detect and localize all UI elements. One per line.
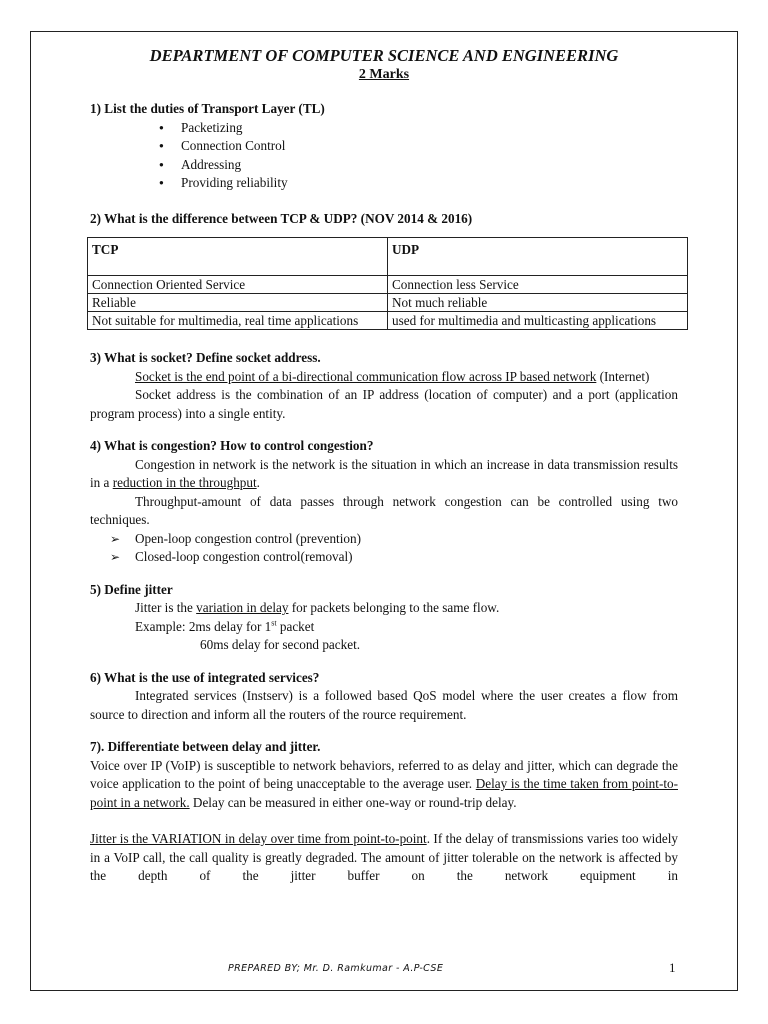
duties-list (90, 119, 678, 193)
table-row (88, 312, 688, 330)
table-header-tcp: TCP (88, 238, 388, 276)
table-cell: Connection less Service (388, 276, 688, 294)
throughput-paragraph: Throughput-amount of data passes through network congestion can be controlled using two techniques. (90, 493, 678, 527)
tcp-udp-table (87, 237, 688, 330)
socket-definition (90, 368, 678, 387)
text: Example: 2ms delay for 1 (135, 618, 272, 634)
list-item: ● Providing reliability (90, 174, 678, 193)
table-header-udp: UDP (388, 238, 688, 276)
question-1: 1) List the duties of Transport Layer (TL) (90, 101, 325, 116)
congestion-definition (90, 456, 678, 493)
delay-paragraph (90, 757, 678, 813)
list-item: ● Connection Control (90, 137, 678, 156)
list-item: ➢ Open-loop congestion control (prevention) (90, 530, 678, 549)
table-cell: Not much reliable (388, 294, 688, 312)
page-number: 1 (669, 960, 676, 975)
table-cell: Connection Oriented Service (88, 276, 388, 294)
question-7: 7). Differentiate between delay and jitter. (90, 739, 321, 754)
page-title: DEPARTMENT OF COMPUTER SCIENCE AND ENGINEERING (149, 46, 619, 65)
page-subtitle: 2 Marks (358, 67, 410, 82)
table-header-row (88, 238, 688, 276)
table-row (88, 294, 688, 312)
question-2: 2) What is the difference between TCP & UDP? (NOV 2014 & 2016) (90, 210, 473, 226)
table-cell: Reliable (88, 294, 388, 312)
list-item: ● Addressing (90, 156, 678, 175)
underlined-text: Socket is the end point of a bi-directional communication flow across IP based network (135, 368, 597, 384)
text: Delay can be measured in either one-way or round-trip delay. (189, 794, 517, 810)
question-4: 4) What is congestion? How to control congestion? (90, 438, 374, 453)
text: packet (276, 618, 315, 634)
underlined-text: reduction in the throughput (112, 475, 257, 490)
list-item: ➢ Closed-loop congestion control(removal) (90, 548, 678, 567)
underlined-text: Jitter is the VARIATION in delay over time from point-to-point (90, 831, 427, 846)
underlined-text: Delay is the time taken from point-to-point in a network. (90, 776, 678, 810)
text: Voice over IP (VoIP) is susceptible to network behaviors, referred to as delay and jitter, which can degrade the voice application to the point of being unacceptable to the average user. (90, 757, 678, 791)
document-body (90, 46, 678, 886)
table-row (88, 276, 688, 294)
text: . If the delay of transmissions varies too widely in a VoIP call, the call quality is greatly degraded. The amount of jitter tolerable on the network is affected by the depth of the jitter buffer on the network equipment in (90, 831, 678, 883)
text: Congestion in network is the network is the situation in which an increase in data transmission results in a (90, 456, 678, 490)
socket-address-definition: Socket address is the combination of an IP address (location of computer) and a port (application program process) into a single entity. (90, 387, 678, 421)
superscript: st (271, 618, 277, 628)
text: . (256, 475, 260, 490)
table-cell: Not suitable for multimedia, real time applications (88, 312, 388, 330)
question-6: 6) What is the use of integrated services? (90, 669, 320, 685)
underlined-text: variation in delay (196, 600, 289, 615)
text: (Internet) (596, 368, 650, 384)
list-item: ● Packetizing (90, 119, 678, 138)
jitter-definition (90, 599, 678, 618)
text: for packets belonging to the same flow. (288, 600, 500, 615)
jitter-paragraph (90, 830, 678, 886)
congestion-techniques-list (90, 530, 678, 567)
text: Jitter is the (135, 600, 197, 615)
question-3: 3) What is socket? Define socket address. (90, 350, 321, 365)
jitter-example-2: 60ms delay for second packet. (200, 637, 361, 652)
table-cell: used for multimedia and multicasting applications (388, 312, 688, 330)
question-5: 5) Define jitter (90, 581, 173, 597)
integrated-services-paragraph: Integrated services (Instserv) is a followed based QoS model where the user creates a flow from source to direction and inform all the routers of the rource requirement. (90, 688, 678, 722)
jitter-example-1 (90, 618, 678, 637)
footer-prepared-by: PREPARED BY; Mr. D. Ramkumar - A.P-CSE (228, 963, 444, 974)
